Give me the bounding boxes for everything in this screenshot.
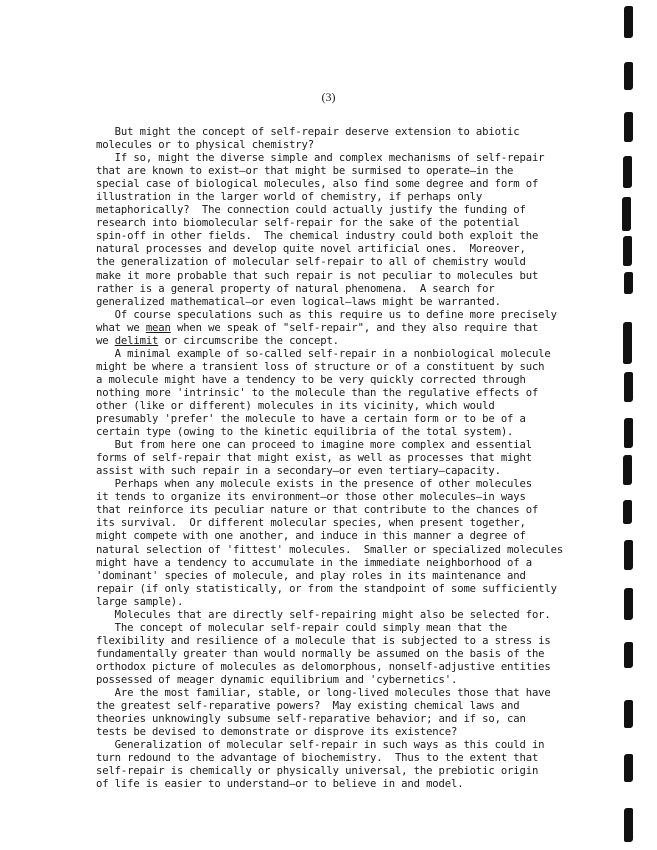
- margin-mark: [623, 236, 632, 266]
- text-line: we delimit or circumscribe the concept.: [96, 334, 339, 347]
- text-line: what we mean when we speak of "self-repair", and they also require that: [96, 321, 539, 334]
- text-line: Generalization of molecular self-repair in such ways as this could in: [96, 739, 545, 752]
- text-line: natural processes and develop quite novel artificial ones. Moreover,: [96, 243, 526, 256]
- margin-mark: [624, 808, 633, 842]
- text-line: other (like or different) molecules in its vicinity, which would: [96, 399, 495, 412]
- text-line: make it more probable that such repair is not peculiar to molecules but: [96, 269, 539, 282]
- text-line: generalized mathematical—or even logical—laws might be warranted.: [96, 295, 501, 308]
- text-line: of life is easier to understand—or to believe in and model.: [96, 778, 464, 791]
- text-line: it tends to organize its environment—or those other molecules—in ways: [96, 491, 526, 504]
- margin-mark: [623, 500, 632, 524]
- margin-mark: [624, 418, 633, 448]
- text-line: Molecules that are directly self-repairing might also be selected for.: [96, 608, 551, 621]
- margin-mark: [624, 754, 633, 782]
- text-line: self-repair is chemically or physically universal, the prebiotic origin: [96, 765, 539, 778]
- margin-mark: [624, 372, 633, 402]
- margin-mark: [624, 588, 633, 620]
- underlined-word: mean: [145, 321, 171, 334]
- text-line: presumably 'prefer' the molecule to have a certain form or to be of a: [96, 413, 526, 426]
- text-line: repair (if only statistically, or from the standpoint of some sufficiently: [96, 582, 557, 595]
- text-line: If so, might the diverse simple and complex mechanisms of self-repair: [96, 152, 545, 165]
- text-line: But might the concept of self-repair deserve extension to abiotic: [96, 126, 520, 138]
- margin-mark: [624, 112, 633, 142]
- text-line: forms of self-repair that might exist, as well as processes that might: [96, 452, 532, 465]
- text-line: special case of biological molecules, also find some degree and form of: [96, 178, 539, 191]
- text-line: The concept of molecular self-repair could simply mean that the: [96, 621, 508, 634]
- text-line: Perhaps when any molecule exists in the presence of other molecules: [96, 478, 532, 491]
- margin-mark: [624, 6, 633, 38]
- page-number: (3): [321, 90, 336, 104]
- text-line: the greatest self-reparative powers? May existing chemical laws and: [96, 700, 520, 713]
- text-line: might be where a transient loss of structure or of a constituent by such: [96, 360, 545, 373]
- text-line: orthodox picture of molecules as delomorphous, nonself-adjustive entities: [96, 660, 551, 673]
- text-line: that reinforce its peculiar nature or that contribute to the chances of: [96, 504, 539, 517]
- text-line: flexibility and resilience of a molecule that is subjected to a stress is: [96, 634, 551, 647]
- margin-mark: [624, 62, 633, 90]
- text-line: large sample).: [96, 595, 184, 608]
- text-line: tests be devised to demonstrate or disprove its existence?: [96, 726, 458, 739]
- margin-mark: [624, 540, 633, 570]
- underlined-word: delimit: [114, 334, 159, 347]
- text-line: Of course speculations such as this require us to define more precisely: [96, 308, 557, 321]
- text-line: research into biomolecular self-repair for the sake of the potential: [96, 217, 520, 230]
- text-line: a molecule might have a tendency to be very quickly corrected through: [96, 373, 526, 386]
- text-line: might have a tendency to accumulate in the immediate neighborhood of a: [96, 556, 532, 569]
- margin-mark: [623, 156, 632, 188]
- text-line: assist with such repair in a secondary—or even tertiary—capacity.: [96, 465, 501, 478]
- text-line: Are the most familiar, stable, or long-lived molecules those that have: [96, 687, 551, 700]
- text-line: 'dominant' species of molecule, and play roles in its maintenance and: [96, 569, 526, 582]
- margin-mark: [622, 197, 631, 231]
- text-line: molecules or to physical chemistry?: [96, 139, 314, 152]
- text-line: illustration in the larger world of chemistry, if perhaps only: [96, 191, 483, 204]
- text-line: A minimal example of so-called self-repair in a nonbiological molecule: [96, 347, 551, 360]
- text-line: natural selection of 'fittest' molecules. Smaller or specialized molecules: [96, 543, 564, 556]
- text-line: theories unknowingly subsume self-reparative behavior; and if so, can: [96, 713, 526, 726]
- margin-mark: [623, 322, 632, 364]
- text-line: nothing more 'intrinsic' to the molecule than the regulative effects of: [96, 386, 539, 399]
- margin-mark: [623, 455, 632, 485]
- text-line: metaphorically? The connection could actually justify the funding of: [96, 204, 526, 217]
- text-line: certain type (owing to the kinetic equilibria of the total system).: [96, 426, 514, 439]
- text-line: that are known to exist—or that might be surmised to operate—in the: [96, 165, 514, 178]
- margin-mark: [624, 700, 633, 728]
- body-text: [96, 126, 574, 791]
- text-line: spin-off in other fields. The chemical industry could both exploit the: [96, 230, 539, 243]
- text-line: fundamentally greater than would normally be assumed on the basis of the: [96, 647, 545, 660]
- text-line: turn redound to the advantage of biochemistry. Thus to the extent that: [96, 752, 539, 765]
- text-line: might compete with one another, and induce in this manner a degree of: [96, 530, 526, 543]
- text-line: But from here one can proceed to imagine more complex and essential: [96, 439, 532, 452]
- text-line: the generalization of molecular self-repair to all of chemistry would: [96, 256, 526, 269]
- text-line: rather is a general property of natural phenomena. A search for: [96, 282, 495, 295]
- text-line: possessed of meager dynamic equilibrium and 'cybernetics'.: [96, 673, 458, 686]
- text-line: its survival. Or different molecular species, when present together,: [96, 517, 526, 530]
- margin-mark: [624, 272, 633, 294]
- margin-mark: [624, 642, 633, 668]
